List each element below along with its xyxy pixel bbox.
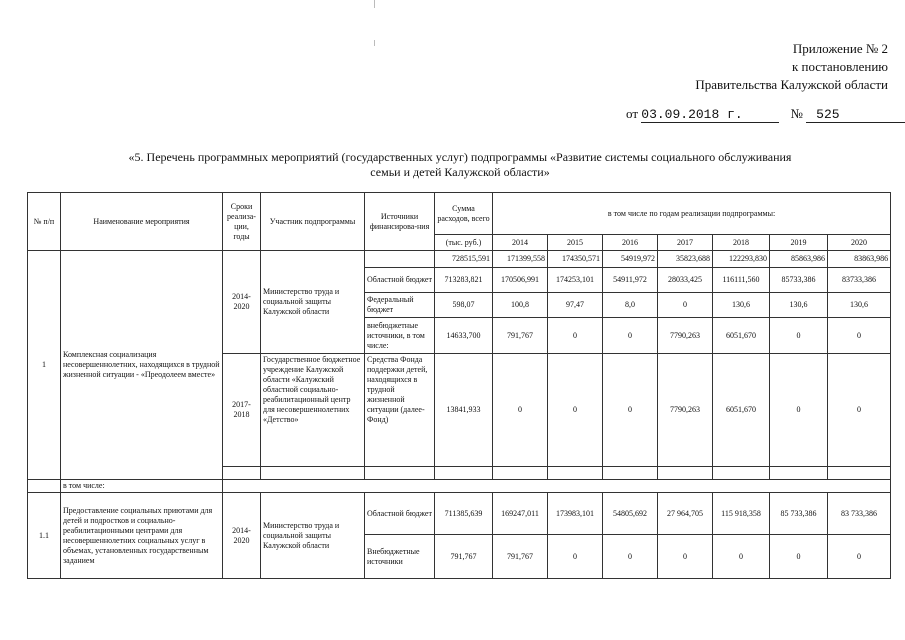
value-cell: 791,767: [493, 318, 548, 354]
value-cell: 54911,972: [603, 268, 658, 293]
col-num-header: № п/п: [28, 193, 61, 251]
value-cell: 130,6: [828, 293, 891, 318]
source-cell: Областной бюджет: [365, 493, 435, 535]
value-cell: 85 733,386: [770, 493, 828, 535]
value-cell: 97,47: [548, 293, 603, 318]
value-cell: 6051,670: [713, 354, 770, 467]
value-cell: 713283,821: [435, 268, 493, 293]
year-header: 2020: [828, 235, 891, 251]
number-label: №: [790, 106, 803, 121]
empty-cell: [365, 467, 435, 480]
government-label: Правительства Калужской области: [695, 77, 888, 92]
value-cell: 791,767: [435, 535, 493, 579]
empty-cell: [828, 467, 891, 480]
value-cell: 0: [548, 535, 603, 579]
value-cell: 122293,830: [713, 251, 770, 268]
value-cell: 598,07: [435, 293, 493, 318]
table-header-row: [28, 193, 891, 235]
empty-cell: [603, 467, 658, 480]
value-cell: 0: [828, 535, 891, 579]
participant-cell: Государственное бюджетное учреждение Калужской области «Калужский областной социально-реабилитационный центр для несовершеннолетних «Детство»: [261, 354, 365, 467]
terms-cell: 2014-2020: [223, 251, 261, 354]
scan-mark: [374, 40, 375, 46]
value-cell: 0: [828, 354, 891, 467]
value-cell: 0: [828, 318, 891, 354]
empty-cell: [223, 480, 891, 493]
scan-mark: [374, 0, 375, 8]
value-cell: 174350,571: [548, 251, 603, 268]
year-header: 2014: [493, 235, 548, 251]
activities-table: [27, 192, 891, 579]
participant-cell: Министерство труда и социальной защиты Калужской области: [261, 251, 365, 354]
col-sources-header: Источники финансирова-ния: [365, 193, 435, 251]
year-header: 2016: [603, 235, 658, 251]
value-cell: 0: [770, 318, 828, 354]
value-cell: 173983,101: [548, 493, 603, 535]
empty-cell: [658, 467, 713, 480]
col-participant-header: Участник подпрограммы: [261, 193, 365, 251]
table-row: [28, 480, 891, 493]
empty-cell: [548, 467, 603, 480]
value-cell: 0: [658, 293, 713, 318]
empty-cell: [365, 251, 435, 268]
row-num: 1.1: [28, 493, 61, 579]
value-cell: 130,6: [770, 293, 828, 318]
col-name-header: Наименование мероприятия: [61, 193, 223, 251]
value-cell: 115 918,358: [713, 493, 770, 535]
value-cell: 14633,700: [435, 318, 493, 354]
title-line-2: семьи и детей Калужской области»: [370, 165, 550, 179]
activity-name: Предоставление социальных приютами для детей и подростков и социально-реабилитационными центрами для несовершеннолетних социальных услуг в объемах, установленных государственным заданием: [61, 493, 223, 579]
value-cell: 28033,425: [658, 268, 713, 293]
from-label: от: [626, 106, 639, 121]
empty-cell: [261, 467, 365, 480]
value-cell: 0: [713, 535, 770, 579]
year-header: 2018: [713, 235, 770, 251]
empty-cell: [28, 480, 61, 493]
title-line-1: «5. Перечень программных мероприятий (государственных услуг) подпрограммы «Развитие системы социального обслуживания: [128, 150, 792, 164]
value-cell: 0: [548, 318, 603, 354]
col-terms-header: Сроки реализа-ции, годы: [223, 193, 261, 251]
source-cell: Внебюджетные источники: [365, 535, 435, 579]
value-cell: 54919,972: [603, 251, 658, 268]
resolution-number: 525: [806, 107, 905, 123]
value-cell: 13841,933: [435, 354, 493, 467]
value-cell: 100,8: [493, 293, 548, 318]
page-title: [60, 150, 860, 180]
col-years-header: в том числе по годам реализации подпрограммы:: [493, 193, 891, 235]
table-row: [28, 493, 891, 535]
year-header: 2015: [548, 235, 603, 251]
value-cell: 85733,386: [770, 268, 828, 293]
value-cell: 0: [770, 354, 828, 467]
value-cell: 6051,670: [713, 318, 770, 354]
value-cell: 130,6: [713, 293, 770, 318]
sum-unit: (тыс. руб.): [435, 235, 493, 251]
table-row: [28, 251, 891, 268]
value-cell: 116111,560: [713, 268, 770, 293]
value-cell: 83 733,386: [828, 493, 891, 535]
empty-cell: [770, 467, 828, 480]
value-cell: 7790,263: [658, 354, 713, 467]
value-cell: 0: [493, 354, 548, 467]
source-cell: Средства Фонда поддержки детей, находящихся в трудной жизненной ситуации (далее-Фонд): [365, 354, 435, 467]
value-cell: 85863,986: [770, 251, 828, 268]
value-cell: 7790,263: [658, 318, 713, 354]
source-cell: Федеральный бюджет: [365, 293, 435, 318]
value-cell: 171399,558: [493, 251, 548, 268]
participant-cell: Министерство труда и социальной защиты Калужской области: [261, 493, 365, 579]
value-cell: 169247,011: [493, 493, 548, 535]
row-num: 1: [28, 251, 61, 480]
value-cell: 0: [603, 535, 658, 579]
value-cell: 8,0: [603, 293, 658, 318]
value-cell: 711385,639: [435, 493, 493, 535]
activity-name: Комплексная социализация несовершеннолетних, находящихся в трудной жизненной ситуации - «Преодолеем вместе»: [61, 251, 223, 480]
value-cell: 728515,591: [435, 251, 493, 268]
value-cell: 0: [603, 354, 658, 467]
empty-cell: [435, 467, 493, 480]
value-cell: 174253,101: [548, 268, 603, 293]
empty-cell: [713, 467, 770, 480]
value-cell: 54805,692: [603, 493, 658, 535]
terms-cell: 2014-2020: [223, 493, 261, 579]
value-cell: 170506,991: [493, 268, 548, 293]
year-header: 2017: [658, 235, 713, 251]
including-label: в том числе:: [61, 480, 223, 493]
value-cell: 35823,688: [658, 251, 713, 268]
appendix-label: Приложение № 2: [792, 41, 888, 56]
source-cell: Областной бюджет: [365, 268, 435, 293]
col-sum-header: Сумма расходов, всего: [435, 193, 493, 235]
resolution-signature: [626, 106, 905, 123]
value-cell: 0: [770, 535, 828, 579]
terms-cell: 2017-2018: [223, 354, 261, 467]
resolution-date: 03.09.2018 г.: [641, 107, 779, 123]
source-cell: внебюджетные источники, в том числе:: [365, 318, 435, 354]
empty-cell: [493, 467, 548, 480]
resolution-label: к постановлению: [791, 59, 888, 74]
value-cell: 83733,386: [828, 268, 891, 293]
value-cell: 791,767: [493, 535, 548, 579]
value-cell: 0: [658, 535, 713, 579]
empty-cell: [223, 467, 261, 480]
value-cell: 0: [548, 354, 603, 467]
value-cell: 27 964,705: [658, 493, 713, 535]
value-cell: 0: [603, 318, 658, 354]
year-header: 2019: [770, 235, 828, 251]
value-cell: 83863,986: [828, 251, 891, 268]
